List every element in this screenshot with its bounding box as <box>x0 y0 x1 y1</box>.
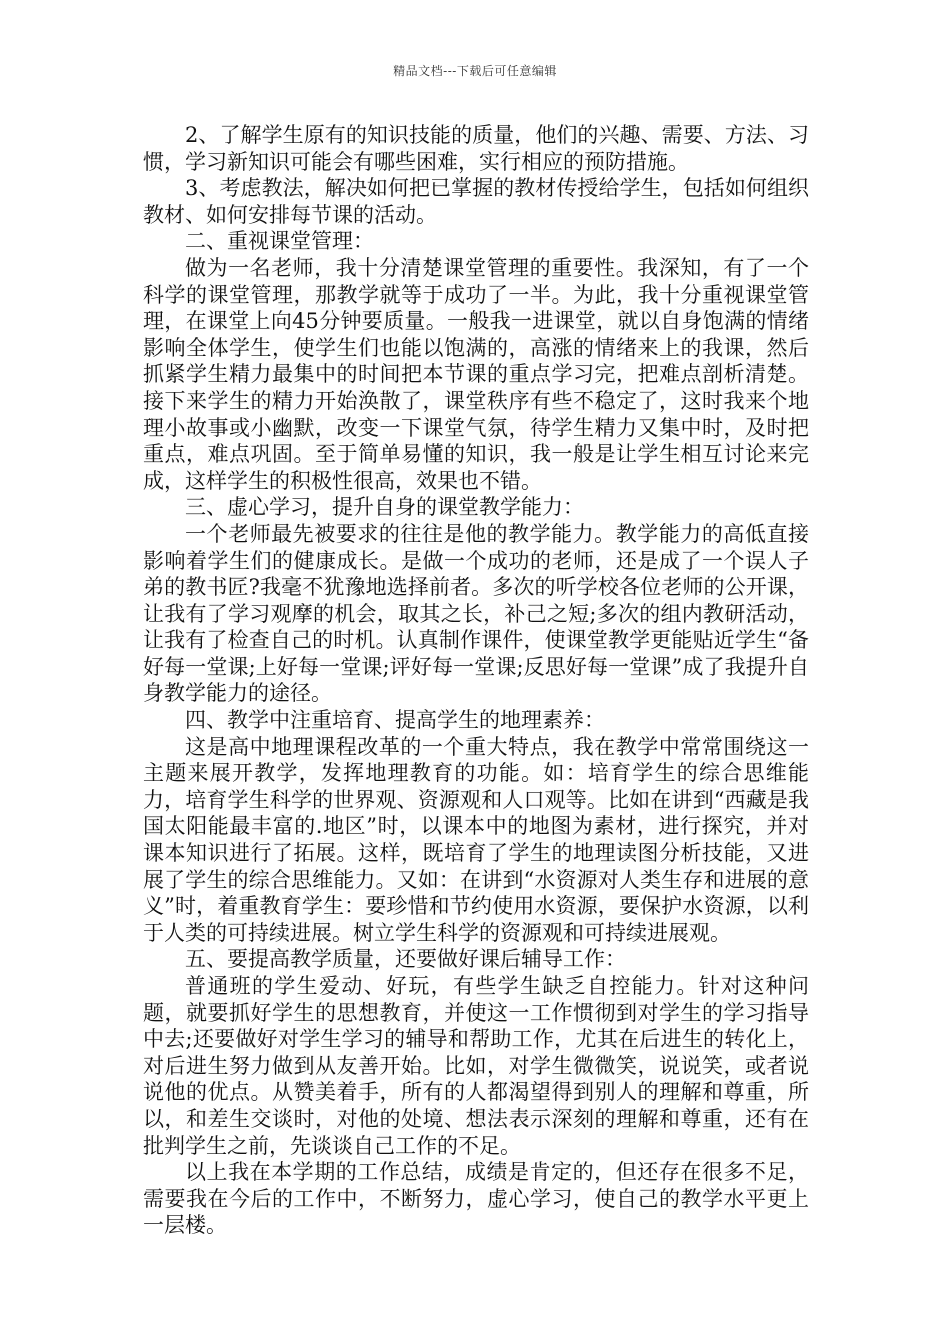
paragraph-conclusion: 以上我在本学期的工作总结，成绩是肯定的，但还存在很多不足，需要我在今后的工作中，不断努力，虚心学习，使自己的教学水平更上一层楼。 <box>143 1160 809 1238</box>
section-heading-4: 四、教学中注重培育、提高学生的地理素养： <box>185 708 605 733</box>
paragraph-item-3: 3、考虑教法，解决如何把已掌握的教材传授给学生，包括如何组织教材、如何安排每节课的活动。 <box>143 176 809 227</box>
paragraph-geography-literacy: 这是高中地理课程改革的一个重大特点，我在教学中常常围绕这一主题来展开教学，发挥地理教育的功能。如：培育学生的综合思维能力，培育学生科学的世界观、资源观和人口观等。比如在讲到“西藏是我国太阳能最丰富的.地区”时，以课本中的地图为素材，进行探究，并对课本知识进行了拓展。这样，既培育了学生的地理读图分析技能，又进展了学生的综合思维能力。又如：在讲到“水资源对人类生存和进展的意义”时，着重教育学生：要珍惜和节约使用水资源，要保护水资源，以利于人类的可持续进展。树立学生科学的资源观和可持续进展观。 <box>143 734 809 945</box>
paragraph-classroom-management: 做为一名老师，我十分清楚课堂管理的重要性。我深知，有了一个科学的课堂管理，那教学就等于成功了一半。为此，我十分重视课堂管理，在课堂上向45分钟要质量。一般我一进课堂，就以自身饱满的情绪影响全体学生，使学生们也能以饱满的，高涨的情绪来上的我课，然后抓紧学生精力最集中的时间把本节课的重点学习完，把难点剖析清楚。接下来学生的精力开始涣散了，课堂秩序有些不稳定了，这时我来个地理小故事或小幽默，改变一下课堂气氛，待学生精力又集中时，及时把重点，难点巩固。至于简单易懂的知识，我一般是让学生相互讨论来完成，这样学生的积极性很高，效果也不错。 <box>143 255 809 493</box>
document-body <box>143 122 809 1239</box>
section-heading-2: 二、重视课堂管理： <box>185 229 374 254</box>
section-heading-5: 五、要提高教学质量，还要做好课后辅导工作： <box>185 947 626 972</box>
section-heading-3: 三、虚心学习，提升自身的课堂教学能力： <box>185 495 584 520</box>
paragraph-item-2: 2、了解学生原有的知识技能的质量，他们的兴趣、需要、方法、习惯，学习新知识可能会有哪些困难，实行相应的预防措施。 <box>143 123 809 174</box>
paragraph-teaching-ability: 一个老师最先被要求的往往是他的教学能力。教学能力的高低直接影响着学生们的健康成长。是做一个成功的老师，还是成了一个误人子弟的教书匠?我毫不犹豫地选择前者。多次的听学校各位老师的公开课，让我有了学习观摩的机会，取其之长，补己之短;多次的组内教研活动，让我有了检查自己的时机。认真制作课件，使课堂教学更能贴近学生“备好每一堂课;上好每一堂课;评好每一堂课;反思好每一堂课”成了我提升自身教学能力的途径。 <box>143 521 809 706</box>
page-header: 精品文档---下载后可任意编辑 <box>393 64 557 78</box>
paragraph-after-class-tutoring: 普通班的学生爱动、好玩，有些学生缺乏自控能力。针对这种问题，就要抓好学生的思想教育，并使这一工作惯彻到对学生的学习指导中去;还要做好对学生学习的辅导和帮助工作，尤其在后进生的转化上，对后进生努力做到从友善开始。比如，对学生微微笑，说说笑，或者说说他的优点。从赞美着手，所有的人都渴望得到别人的理解和尊重，所以，和差生交谈时，对他的处境、想法表示深刻的理解和尊重，还有在批判学生之前，先谈谈自己工作的不足。 <box>143 974 809 1158</box>
